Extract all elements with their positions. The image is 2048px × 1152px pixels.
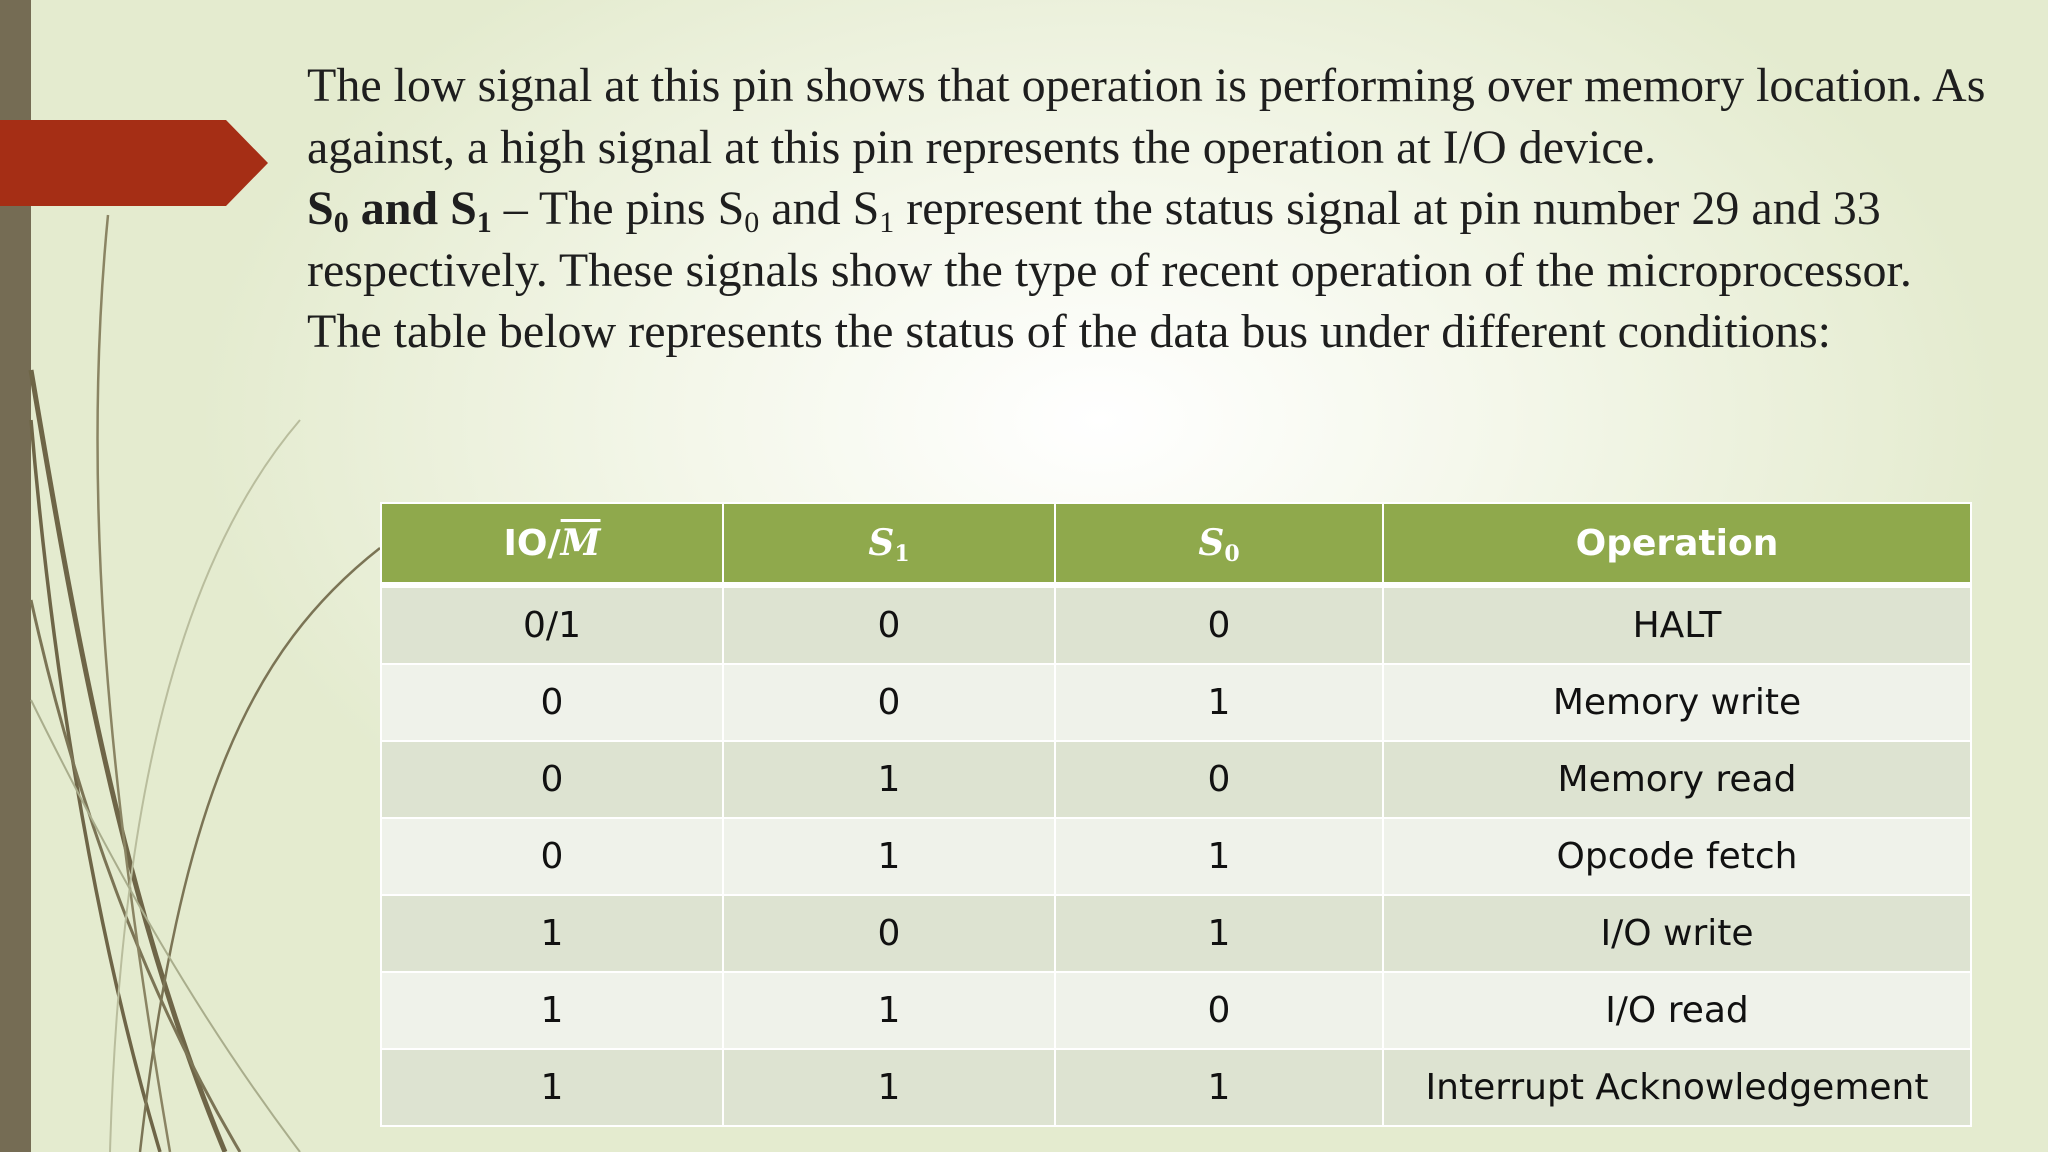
cell-io-m: 1 [381,972,723,1049]
header-s1: $S_1$ [723,503,1055,585]
cell-io-m: 1 [381,895,723,972]
cell-io-m: 0 [381,664,723,741]
cell-s0: 0 [1055,585,1383,664]
table-row [381,895,1971,972]
cell-operation: I/O write [1383,895,1971,972]
cell-operation: Opcode fetch [1383,818,1971,895]
cell-operation: Interrupt Acknowledgement [1383,1049,1971,1126]
cell-io-m: 1 [381,1049,723,1126]
cell-s1: 0 [723,585,1055,664]
paragraph-status-signals: $S_0$ and $S_1$ – The pins $S_0$ and $S_1$ represent the status signal at pin number 29 and 33 respectively. These signals show the type of recent operation of the microprocessor. The table below represents the status of the data bus under different conditions: [307,182,1912,358]
table-row [381,1049,1971,1126]
status-signal-table [380,502,1972,1127]
table-row [381,585,1971,664]
cell-operation: Memory read [1383,741,1971,818]
cell-s1: 1 [723,1049,1055,1126]
paragraph-memory-io: The low signal at this pin shows that operation is performing over memory location. As against, a high signal at this pin represents the operation at I/O device. [307,59,1986,174]
cell-io-m: 0/1 [381,585,723,664]
header-s0: $S_0$ [1055,503,1383,585]
body-text [307,55,1987,363]
cell-io-m: 0 [381,741,723,818]
table-header-row [381,503,1971,585]
table-row [381,741,1971,818]
cell-s0: 1 [1055,664,1383,741]
term-s0-s1: $S_0$ and $S_1$ [307,182,492,239]
cell-s1: 1 [723,972,1055,1049]
cell-s1: 1 [723,818,1055,895]
cell-s1: 1 [723,741,1055,818]
header-operation: Operation [1383,503,1971,585]
cell-s0: 1 [1055,818,1383,895]
cell-operation: I/O read [1383,972,1971,1049]
cell-s0: 1 [1055,895,1383,972]
table-row [381,664,1971,741]
cell-s1: 0 [723,664,1055,741]
cell-s1: 0 [723,895,1055,972]
header-io-m: $IO/\overline{M}$ [381,503,723,585]
cell-s0: 0 [1055,741,1383,818]
cell-operation: HALT [1383,585,1971,664]
cell-operation: Memory write [1383,664,1971,741]
cell-s0: 0 [1055,972,1383,1049]
cell-io-m: 0 [381,818,723,895]
table-row [381,972,1971,1049]
cell-s0: 1 [1055,1049,1383,1126]
red-arrow-icon [0,120,270,206]
table-row [381,818,1971,895]
